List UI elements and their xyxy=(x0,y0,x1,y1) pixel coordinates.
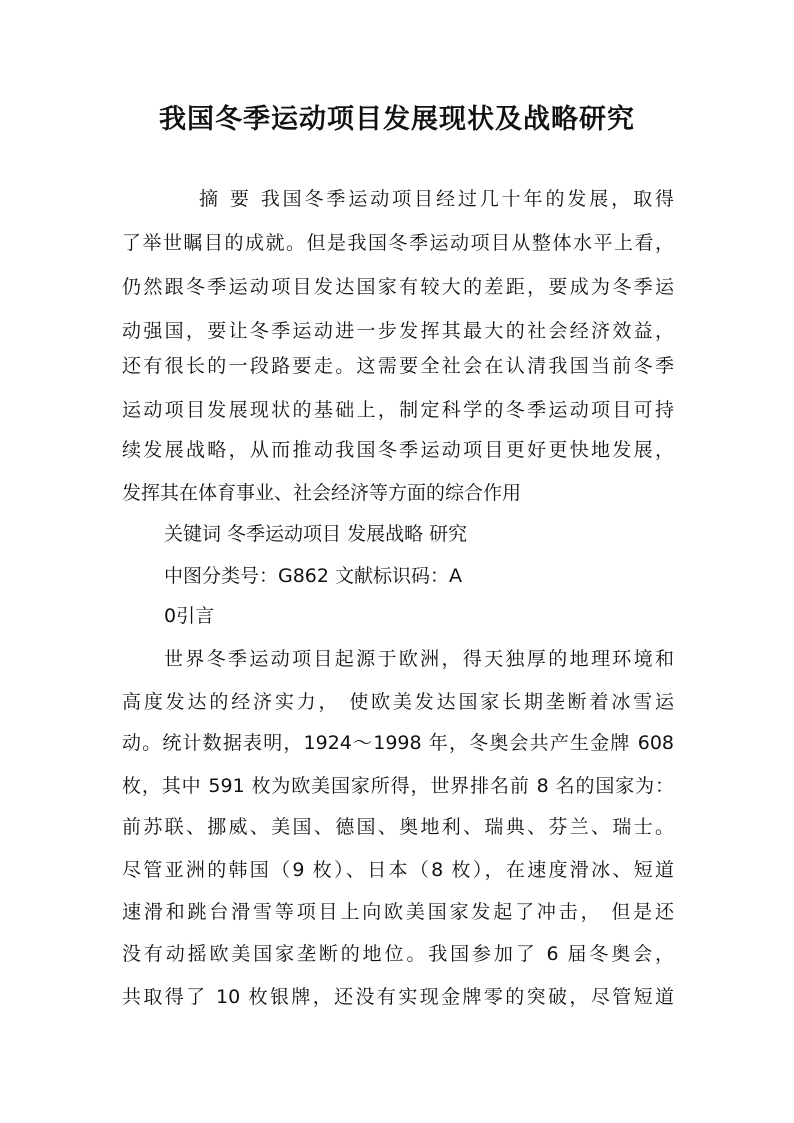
body-line: 动。统计数据表明，1924～1998 年，冬奥会共产生金牌 608 xyxy=(122,732,674,754)
body-line: 世界冬季运动项目起源于欧洲，得天独厚的地理环境和 xyxy=(164,648,674,670)
abstract-line: 动强国，要让冬季运动进一步发挥其最大的社会经济效益， xyxy=(122,320,674,342)
body-line: 没有动摇欧美国家垄断的地位。我国参加了 6 届冬奥会， xyxy=(122,943,674,965)
abstract-line: 摘 要 我国冬季运动项目经过几十年的发展，取得 xyxy=(199,188,674,210)
body-line: 高度发达的经济实力， 使欧美发达国家长期垄断着冰雪运 xyxy=(122,691,674,713)
classification-line: 中图分类号：G862 文献标识码：A xyxy=(164,565,463,587)
keywords-line: 关键词 冬季运动项目 发展战略 研究 xyxy=(164,523,468,545)
body-line: 枚，其中 591 枚为欧美国家所得，世界排名前 8 名的国家为： xyxy=(122,775,674,797)
abstract-line: 还有很长的一段路要走。这需要全社会在认清我国当前冬季 xyxy=(122,355,674,377)
body-line: 共取得了 10 枚银牌，还没有实现金牌零的突破，尽管短道 xyxy=(122,986,674,1008)
abstract-line: 发挥其在体育事业、社会经济等方面的综合作用 xyxy=(122,482,522,504)
abstract-line: 了举世瞩目的成就。但是我国冬季运动项目从整体水平上看， xyxy=(122,232,674,254)
document-title: 我国冬季运动项目发展现状及战略研究 xyxy=(159,104,635,135)
body-line: 尽管亚洲的韩国（9 枚）、日本（8 枚），在速度滑冰、短道 xyxy=(122,859,674,881)
section-heading: 0引言 xyxy=(164,605,215,627)
abstract-line: 运动项目发展现状的基础上，制定科学的冬季运动项目可持 xyxy=(122,399,674,421)
body-line: 前苏联、挪威、美国、德国、奥地利、瑞典、芬兰、瑞士。 xyxy=(122,816,674,838)
abstract-line: 仍然跟冬季运动项目发达国家有较大的差距，要成为冬季运 xyxy=(122,276,674,298)
body-line: 速滑和跳台滑雪等项目上向欧美国家发起了冲击， 但是还 xyxy=(122,901,674,923)
abstract-line: 续发展战略，从而推动我国冬季运动项目更好更快地发展， xyxy=(122,439,674,461)
